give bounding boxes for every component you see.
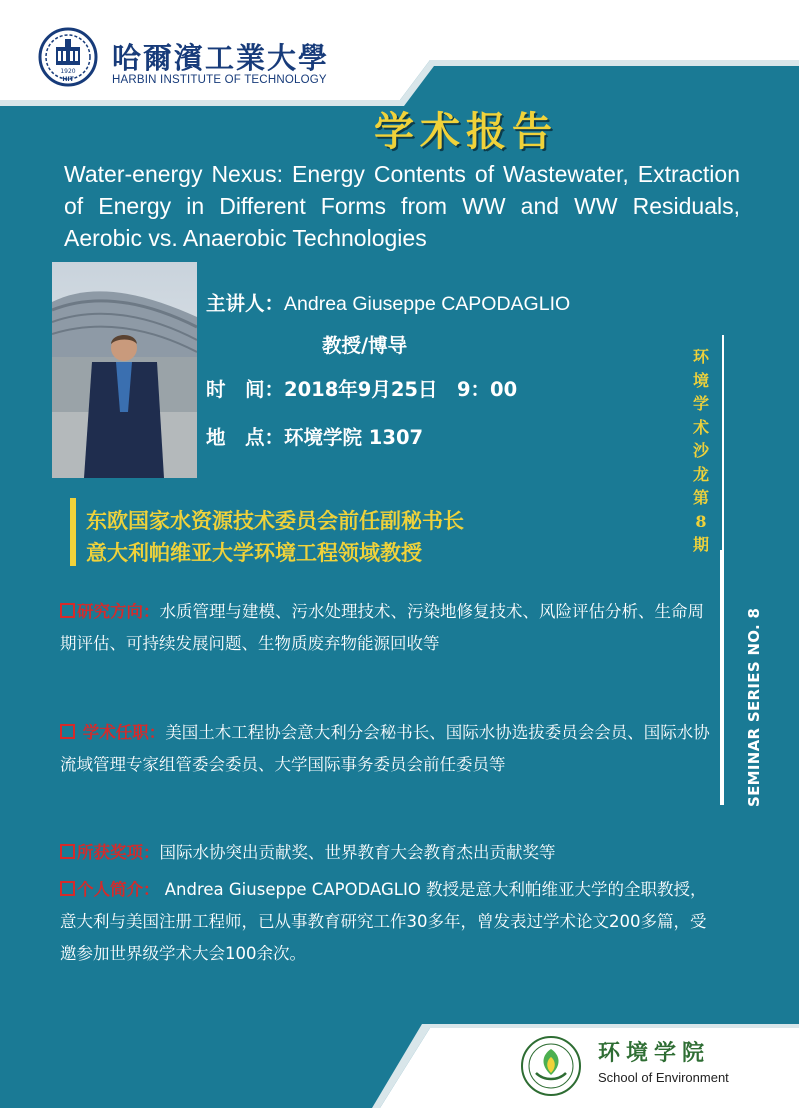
- bullet-square-icon: [60, 724, 75, 739]
- bullet-square-icon: [60, 881, 75, 896]
- bio-label: 个人简介：: [77, 880, 160, 899]
- highlight-line-1: 东欧国家水资源技术委员会前任副秘书长: [86, 509, 464, 533]
- section-awards: [60, 837, 710, 869]
- research-label: 研究方向：: [77, 602, 160, 621]
- place-value: 环境学院 1307: [284, 426, 424, 449]
- speaker-line: [206, 288, 570, 316]
- awards-text: 国际水协突出贡献奖、世界教育大会教育杰出贡献奖等: [159, 843, 556, 862]
- talk-title: Water-energy Nexus: Energy Contents of Wastewater, Extraction of Energy in Different Forms from WW and WW Residuals, Aerobic vs. Anaerobic Technologies: [64, 161, 740, 251]
- banner-title: 学术报告: [374, 109, 558, 155]
- time-line: [206, 374, 517, 402]
- hit-seal-logo: [38, 27, 98, 87]
- speaker-photo: [52, 262, 197, 478]
- awards-label: 所获奖项：: [77, 843, 160, 862]
- school-of-environment-logo: [520, 1035, 582, 1097]
- section-bio: [60, 874, 710, 970]
- section-positions: [60, 717, 710, 781]
- positions-text: 美国土木工程协会意大利分会秘书长、国际水协选拔委员会会员、国际水协流域管理专家组管委会委员、大学国际事务委员会前任委员等: [60, 723, 710, 774]
- logo-abbr-text: HIT: [62, 76, 74, 83]
- highlight-bar: [70, 498, 76, 566]
- highlight-line-2: 意大利帕维亚大学环境工程领域教授: [86, 541, 422, 565]
- school-name-en: School of Environment: [598, 1070, 729, 1085]
- speaker-name: Andrea Giuseppe CAPODAGLIO: [284, 293, 571, 315]
- bullet-square-icon: [60, 844, 75, 859]
- bio-text: Andrea Giuseppe CAPODAGLIO 教授是意大利帕维亚大学的全职教授，意大利与美国注册工程师，已从事教育研究工作30多年，曾发表过学术论文200多篇，受邀参加世界级学术大会100余次。: [60, 880, 707, 963]
- series-divider: [720, 550, 724, 805]
- speaker-title: 教授/博导: [322, 334, 408, 357]
- research-text: 水质管理与建模、污水处理技术、污染地修复技术、风险评估分析、生命周期评估、可持续发展问题、生物质废弃物能源回收等: [60, 602, 704, 653]
- bullet-square-icon: [60, 603, 75, 618]
- section-research: [60, 596, 710, 660]
- time-value: 2018年9月25日 9：00: [284, 378, 518, 401]
- school-name-cn: 环境学院: [598, 1040, 711, 1066]
- positions-label: 学术任职：: [77, 723, 166, 742]
- university-name-en: HARBIN INSTITUTE OF TECHNOLOGY: [112, 74, 327, 86]
- series-en: SEMINAR SERIES NO. 8: [745, 607, 763, 807]
- series-cn: 环境学术沙龙第8期: [692, 347, 709, 554]
- time-label: 时 间：: [206, 378, 285, 401]
- university-name-cn: 哈爾濱工業大學: [112, 41, 330, 75]
- speaker-label: 主讲人：: [206, 292, 285, 315]
- logo-year-text: 1920: [60, 68, 76, 75]
- place-line: [206, 422, 423, 450]
- place-label: 地 点：: [206, 426, 285, 449]
